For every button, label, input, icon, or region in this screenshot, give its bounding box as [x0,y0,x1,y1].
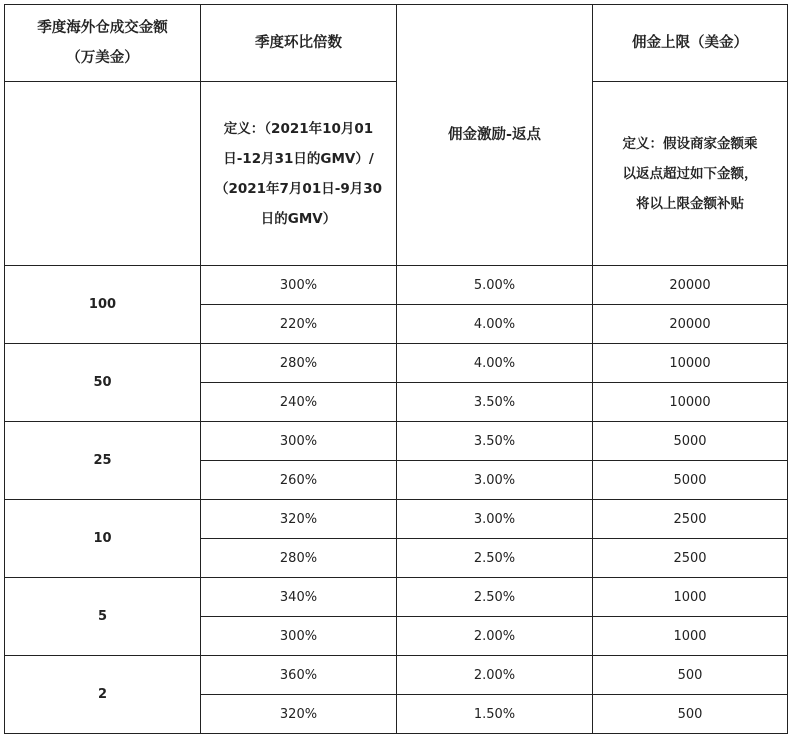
cap-cell: 2500 [593,539,788,578]
table-row [5,500,788,539]
header-volume-blank [5,82,201,266]
header-volume: 季度海外仓成交金额 （万美金） [5,5,201,82]
rebate-cell: 1.50% [397,695,593,734]
tier-volume: 100 [5,266,201,344]
cap-cell: 2500 [593,500,788,539]
rebate-cell: 3.00% [397,500,593,539]
ratio-cell: 280% [201,344,397,383]
table-row [5,266,788,305]
table-row [5,344,788,383]
rebate-cell: 3.50% [397,422,593,461]
cap-cell: 5000 [593,422,788,461]
ratio-cell: 300% [201,617,397,656]
rebate-cell: 3.50% [397,383,593,422]
cap-cell: 1000 [593,578,788,617]
table-row [5,578,788,617]
tier-volume: 10 [5,500,201,578]
cap-cell: 10000 [593,344,788,383]
ratio-definition: 定义：（2021年10月01 日-12月31日的GMV）/ （2021年7月01日-9月30 日的GMV） [201,82,397,266]
rebate-cell: 2.00% [397,656,593,695]
rebate-cell: 4.00% [397,305,593,344]
tier-volume: 2 [5,656,201,734]
cap-cell: 10000 [593,383,788,422]
rebate-cell: 3.00% [397,461,593,500]
rebate-cell: 2.50% [397,578,593,617]
ratio-cell: 280% [201,539,397,578]
cap-cell: 5000 [593,461,788,500]
table-row [5,422,788,461]
ratio-cell: 260% [201,461,397,500]
header-ratio: 季度环比倍数 [201,5,397,82]
ratio-cell: 320% [201,500,397,539]
ratio-cell: 300% [201,266,397,305]
cap-cell: 500 [593,656,788,695]
header-rebate: 佣金激励-返点 [397,5,593,266]
cap-cell: 500 [593,695,788,734]
ratio-cell: 300% [201,422,397,461]
rebate-cell: 5.00% [397,266,593,305]
header-cap: 佣金上限（美金） [593,5,788,82]
ratio-cell: 360% [201,656,397,695]
commission-table [4,4,788,734]
ratio-cell: 340% [201,578,397,617]
tier-volume: 5 [5,578,201,656]
tier-volume: 25 [5,422,201,500]
cap-cell: 20000 [593,305,788,344]
rebate-cell: 4.00% [397,344,593,383]
cap-definition: 定义：假设商家金额乘 以返点超过如下金额， 将以上限金额补贴 [593,82,788,266]
ratio-cell: 220% [201,305,397,344]
ratio-cell: 240% [201,383,397,422]
rebate-cell: 2.00% [397,617,593,656]
table-row [5,656,788,695]
rebate-cell: 2.50% [397,539,593,578]
cap-cell: 20000 [593,266,788,305]
cap-cell: 1000 [593,617,788,656]
tier-volume: 50 [5,344,201,422]
ratio-cell: 320% [201,695,397,734]
